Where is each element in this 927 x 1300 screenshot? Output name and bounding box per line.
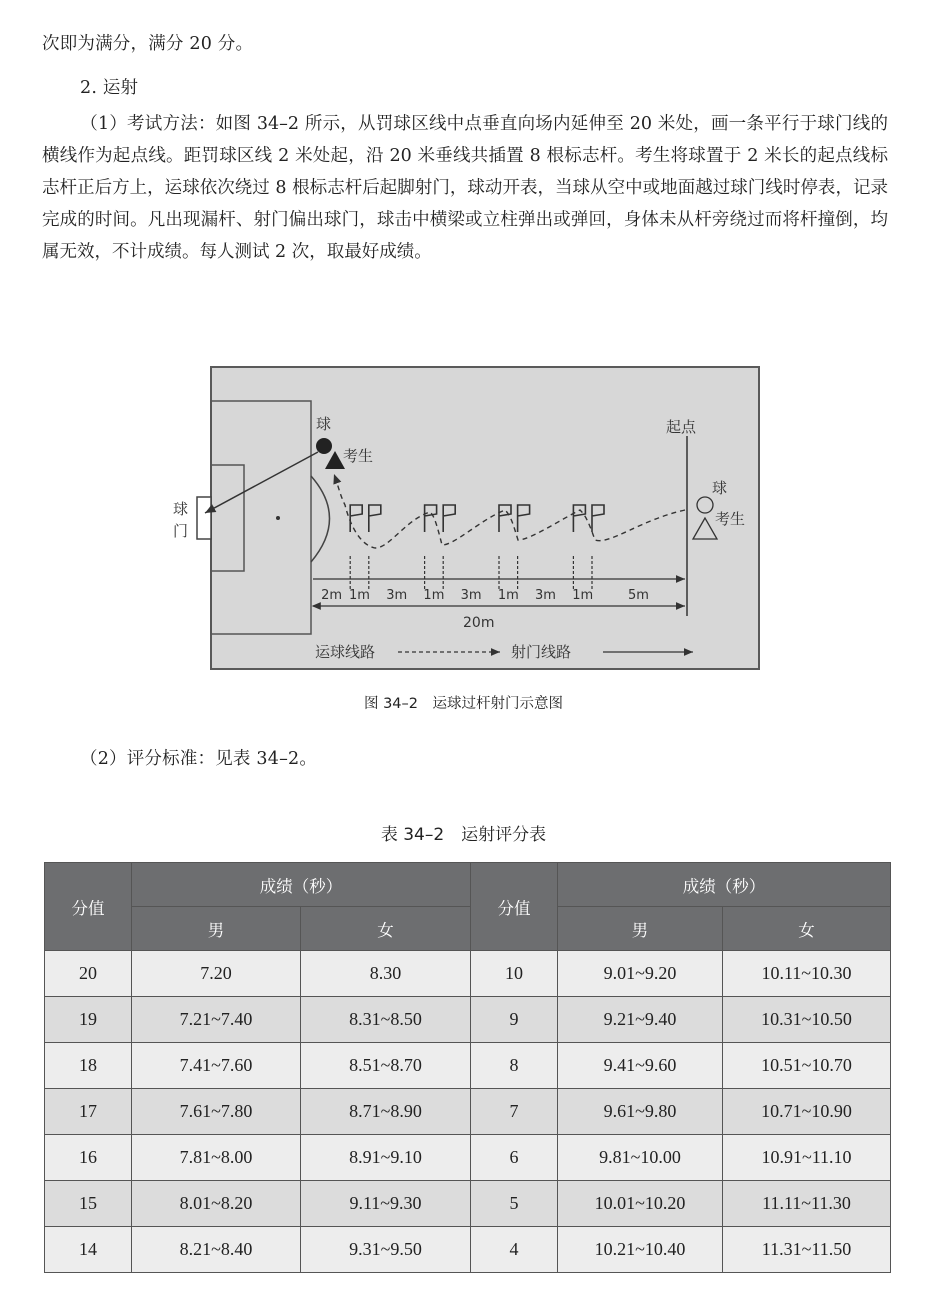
table-cell: 9.81~10.00 bbox=[558, 1135, 723, 1181]
label-student-right: 考生 bbox=[715, 510, 746, 528]
flag-pole-icon bbox=[425, 505, 437, 532]
table-cell: 14 bbox=[45, 1227, 132, 1273]
table-cell: 7.21~7.40 bbox=[132, 997, 301, 1043]
table-cell: 10.51~10.70 bbox=[723, 1043, 891, 1089]
header-result-right: 成绩（秒） bbox=[558, 863, 891, 907]
table-cell: 19 bbox=[45, 997, 132, 1043]
scoring-table bbox=[44, 862, 891, 1273]
table-cell: 10.11~10.30 bbox=[723, 951, 891, 997]
table-cell: 8.31~8.50 bbox=[301, 997, 471, 1043]
segment-label: 2m bbox=[321, 588, 343, 603]
dribble-path bbox=[334, 474, 685, 548]
table-row bbox=[45, 1227, 891, 1273]
table-title: 表 34–2 运射评分表 bbox=[380, 825, 547, 845]
table-cell: 10.31~10.50 bbox=[723, 997, 891, 1043]
student-outline-icon bbox=[693, 518, 717, 539]
table-cell: 10.01~10.20 bbox=[558, 1181, 723, 1227]
table-cell: 9.11~9.30 bbox=[301, 1181, 471, 1227]
table-row bbox=[45, 1181, 891, 1227]
label-goal-2: 门 bbox=[173, 522, 189, 540]
table-row bbox=[45, 1135, 891, 1181]
legend-shoot-route: 射门线路 bbox=[511, 643, 572, 661]
label-goal-1: 球 bbox=[173, 500, 189, 518]
penalty-spot bbox=[276, 516, 280, 520]
paragraph-scoring: （2）评分标准：见表 34–2。 bbox=[80, 749, 318, 769]
table-cell: 7 bbox=[471, 1089, 558, 1135]
table-cell: 9.41~9.60 bbox=[558, 1043, 723, 1089]
table-cell: 8.21~8.40 bbox=[132, 1227, 301, 1273]
text-line-continued: 次即为满分，满分 20 分。 bbox=[42, 34, 254, 54]
flag-pole-icon bbox=[443, 505, 455, 532]
table-row bbox=[45, 1089, 891, 1135]
table-cell: 8.71~8.90 bbox=[301, 1089, 471, 1135]
table-cell: 20 bbox=[45, 951, 132, 997]
segment-label: 1m bbox=[572, 588, 594, 603]
goal-area bbox=[211, 465, 244, 571]
flag-pole-icon bbox=[350, 505, 362, 532]
header-male-right: 男 bbox=[558, 907, 723, 951]
table-cell: 9.01~9.20 bbox=[558, 951, 723, 997]
table-cell: 10 bbox=[471, 951, 558, 997]
flag-pole-icon bbox=[592, 505, 604, 532]
shot-line bbox=[205, 452, 318, 513]
segment-label: 1m bbox=[349, 588, 370, 603]
ball-outline-icon bbox=[697, 497, 713, 513]
goal bbox=[197, 497, 211, 539]
table-cell: 11.11~11.30 bbox=[723, 1181, 891, 1227]
table-cell: 11.31~11.50 bbox=[723, 1227, 891, 1273]
flag-pole-icon bbox=[499, 505, 511, 532]
table-cell: 7.81~8.00 bbox=[132, 1135, 301, 1181]
figure-caption: 图 34–2 运球过杆射门示意图 bbox=[363, 696, 564, 712]
segment-label: 3m bbox=[535, 588, 556, 603]
header-result-left: 成绩（秒） bbox=[132, 863, 471, 907]
segment-label: 1m bbox=[497, 588, 519, 603]
table-cell: 10.71~10.90 bbox=[723, 1089, 891, 1135]
table-row bbox=[45, 1043, 891, 1089]
table-row bbox=[45, 997, 891, 1043]
table-cell: 10.21~10.40 bbox=[558, 1227, 723, 1273]
table-cell: 18 bbox=[45, 1043, 132, 1089]
header-female-right: 女 bbox=[723, 907, 891, 951]
segment-label: 5m bbox=[628, 588, 649, 603]
table-cell: 4 bbox=[471, 1227, 558, 1273]
table-cell: 8.01~8.20 bbox=[132, 1181, 301, 1227]
table-cell: 10.91~11.10 bbox=[723, 1135, 891, 1181]
student-icon bbox=[325, 451, 345, 469]
figure-diagram bbox=[173, 366, 760, 670]
table-cell: 9.31~9.50 bbox=[301, 1227, 471, 1273]
table-row bbox=[45, 951, 891, 997]
table-cell: 8.51~8.70 bbox=[301, 1043, 471, 1089]
header-female-left: 女 bbox=[301, 907, 471, 951]
table-cell: 7.20 bbox=[132, 951, 301, 997]
penalty-arc bbox=[311, 476, 330, 562]
flag-pole-icon bbox=[518, 505, 530, 532]
segment-label: 3m bbox=[386, 588, 408, 603]
segment-label: 3m bbox=[460, 588, 482, 603]
table-cell: 8 bbox=[471, 1043, 558, 1089]
label-ball-right: 球 bbox=[712, 479, 728, 497]
label-ball-top: 球 bbox=[316, 415, 332, 433]
table-cell: 9.61~9.80 bbox=[558, 1089, 723, 1135]
table-cell: 7.61~7.80 bbox=[132, 1089, 301, 1135]
penalty-area bbox=[211, 401, 311, 634]
segment-label: 1m bbox=[423, 588, 445, 603]
section-heading: 2. 运射 bbox=[80, 78, 139, 98]
flag-pole-icon bbox=[573, 505, 585, 532]
flag-pole-icon bbox=[369, 505, 381, 532]
table-cell: 15 bbox=[45, 1181, 132, 1227]
header-score-left: 分值 bbox=[45, 863, 132, 951]
header-score-right: 分值 bbox=[471, 863, 558, 951]
table-cell: 16 bbox=[45, 1135, 132, 1181]
label-start: 起点 bbox=[666, 418, 697, 436]
header-male-left: 男 bbox=[132, 907, 301, 951]
label-total-distance: 20m bbox=[463, 615, 495, 631]
table-cell: 6 bbox=[471, 1135, 558, 1181]
table-cell: 5 bbox=[471, 1181, 558, 1227]
legend-dribble-route: 运球线路 bbox=[315, 643, 376, 661]
table-cell: 17 bbox=[45, 1089, 132, 1135]
label-student-top: 考生 bbox=[343, 447, 374, 465]
table-cell: 9.21~9.40 bbox=[558, 997, 723, 1043]
table-cell: 9 bbox=[471, 997, 558, 1043]
table-cell: 7.41~7.60 bbox=[132, 1043, 301, 1089]
ball-icon bbox=[316, 438, 332, 454]
table-cell: 8.30 bbox=[301, 951, 471, 997]
table-cell: 8.91~9.10 bbox=[301, 1135, 471, 1181]
paragraph-test-method-text: （1）考试方法：如图 34–2 所示，从罚球区线中点垂直向场内延伸至 20 米处，画一条平行于球门线的横线作为起点线。距罚球区线 2 米处起，沿 20 米垂线共插置 8 根标志杆。考生将球置于 2 米长的起点线标志杆正后方上，运球依次绕过 8 根标志杆后起脚射门，球动开表，当球从空中或地面越过球门线时停表，记录完成的时间。凡出现漏杆、射门偏出球门，球击中横梁或立柱弹出或弹回，身体未从杆旁绕过而将杆撞倒，均属无效，不计成绩。每人测试 2 次，取最好成绩。 bbox=[42, 114, 888, 262]
